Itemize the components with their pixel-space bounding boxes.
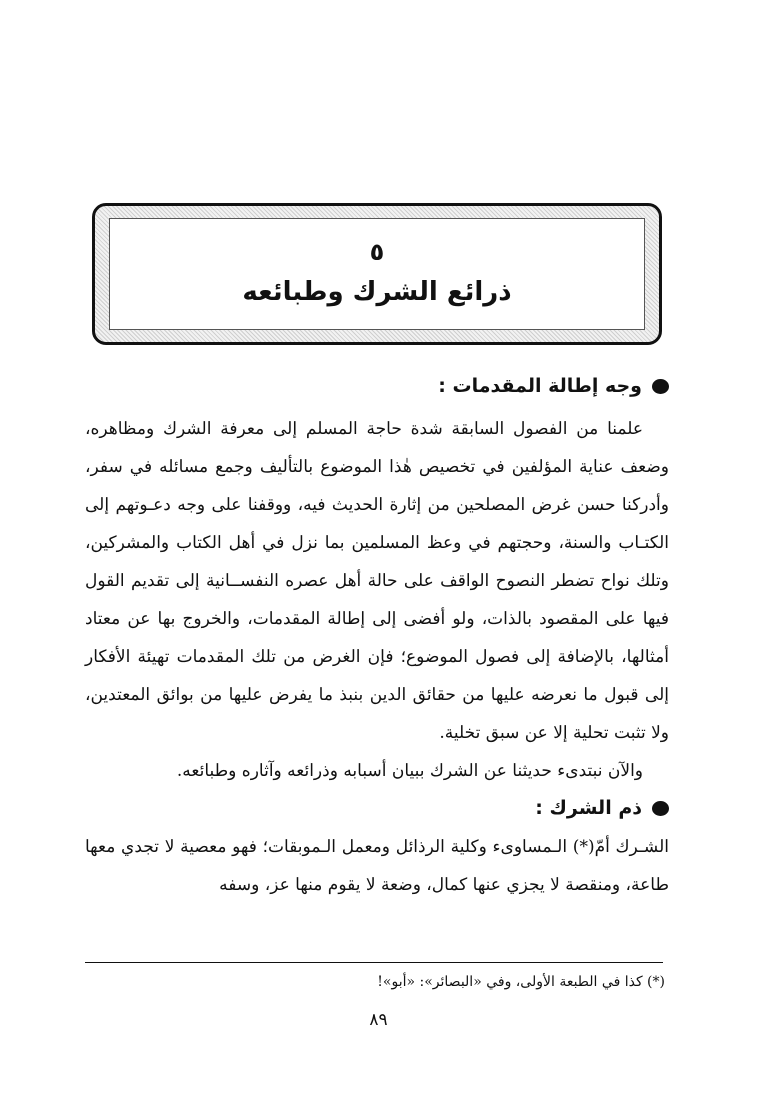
section-heading-text: وجه إطالة المقدمات : [438,375,642,397]
bullet-icon [652,801,669,816]
section-heading-shirk-blame [85,790,669,826]
bullet-icon [652,379,669,394]
chapter-title-box [109,218,645,330]
paragraph: والآن نبتدىء حديثنا عن الشرك ببيان أسبابه وذرائعه وآثاره وطبائعه. [176,761,643,781]
footnote: (*) كذا في الطبعة الأولى، وفي «البصائر»: «أبو»! [377,974,665,990]
section-heading-intro [85,368,669,404]
paragraph: الشـرك أمّ(*) الـمساوىء وكلية الرذائل ومعمل الـموبقات؛ فهو معصية لا تجدي معها طاعة، ومنقصة لا يجزي عنها كمال، وضعة لا يقوم منها عز، وسفه [85,837,669,895]
chapter-title: ذرائع الشرك وطبائعه [242,277,512,307]
page-body [85,368,669,904]
chapter-title-frame [92,203,662,345]
paragraph: علمنا من الفصول السابقة شدة حاجة المسلم إلى معرفة الشرك ومظاهره، وضعف عناية المؤلفين في تخصيص هٰذا الموضوع بالتأليف وجمع مسائله في سفر، وأدركنا حسن غرض المصلحين من إثارة الحديث فيه، ووقفنا على وجه دعـوتهم إلى الكتـاب والسنة، وحجتهم في وعظ المسلمين بما نزل في أهل الكتاب والمشركين، وتلك نواح تضطر النصوح الواقف على حالة أهل عصره النفســانية إلى تقديم القول فيها على المقصود بالذات، ولو أفضى إلى إطالة المقدمات، والخروج بها عن معتاد أمثالها، بالإضافة إلى فصول الموضوع؛ فإن الغرض من تلك المقدمات تهيئة الأفكار إلى قبول ما نعرضه عليها من حقائق الدين بنبذ ما يفرض عليها من بوائق المعتدين، ولا تثبت تحلية إلا عن سبق تخلية. [85,419,669,743]
section-heading-text: ذم الشرك : [535,797,642,819]
chapter-number: ٥ [369,238,385,266]
footnote-divider [85,962,663,963]
page-number: ٨٩ [369,1010,388,1030]
